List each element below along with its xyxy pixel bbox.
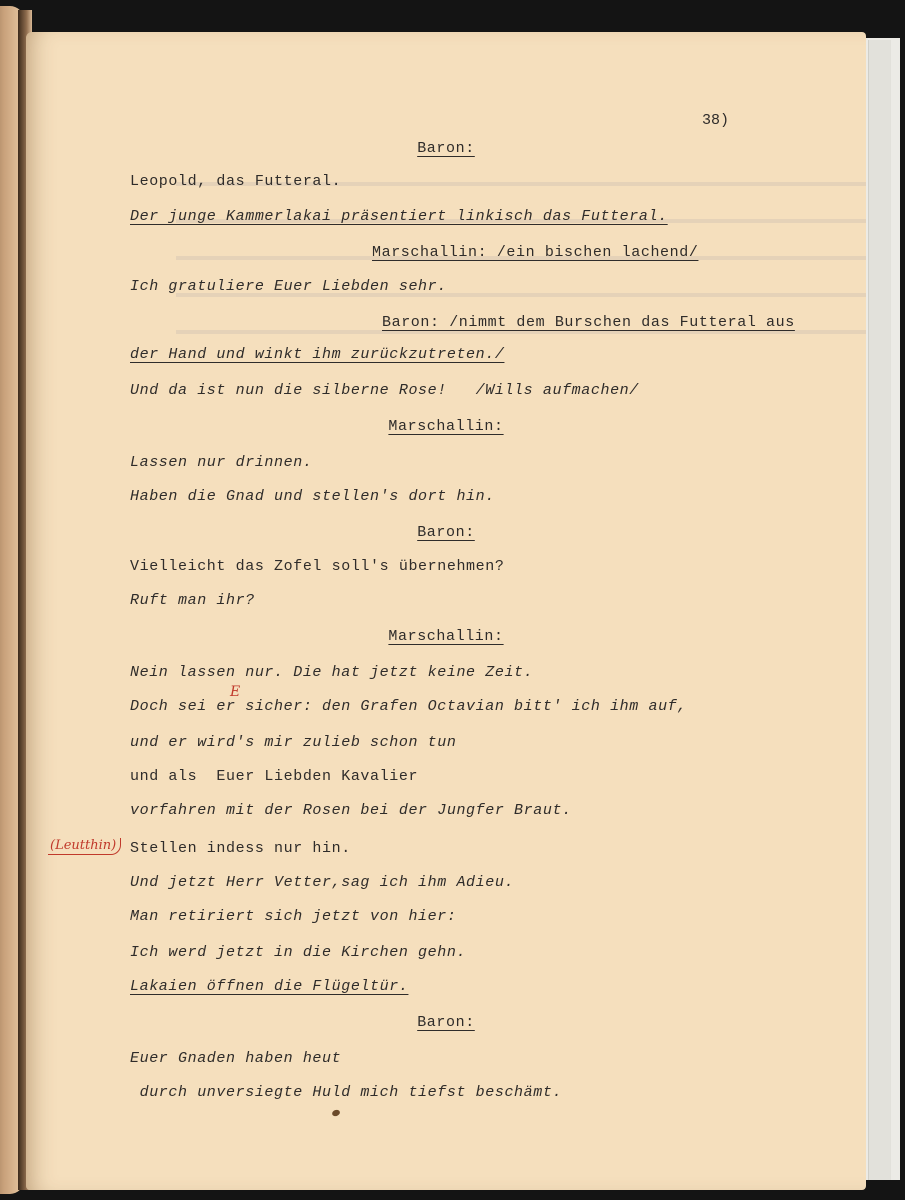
- dialogue-line: Nein lassen nur. Die hat jetzt keine Zeit.: [130, 664, 534, 681]
- page-number: 38): [702, 112, 730, 129]
- stage-direction: Lakaien öffnen die Flügeltür.: [130, 978, 409, 995]
- stage-direction: der Hand und winkt ihm zurückzutreten./: [130, 346, 505, 363]
- speaker-marschallin-direction: Marschallin: /ein bischen lachend/: [372, 244, 699, 261]
- red-correction-mark: E: [230, 684, 241, 700]
- dialogue-line: und als Euer Liebden Kavalier: [130, 768, 419, 785]
- dialogue-line: Euer Gnaden haben heut: [130, 1050, 342, 1067]
- typescript-page: [26, 32, 866, 1190]
- dialogue-line: vorfahren mit der Rosen bei der Jungfer Braut.: [130, 802, 572, 819]
- speaker-marschallin: Marschallin:: [388, 418, 504, 435]
- dialogue-line: Und jetzt Herr Vetter,sag ich ihm Adieu.: [130, 874, 515, 891]
- dialogue-line: durch unversiegte Huld mich tiefst beschämt.: [130, 1084, 563, 1101]
- underlying-sheet-edge: [868, 40, 891, 1180]
- dialogue-line: Und da ist nun die silberne Rose! /Wills aufmachen/: [130, 382, 639, 399]
- dialogue-line: Ich werd jetzt in die Kirchen gehn.: [130, 944, 467, 961]
- dialogue-line: Vielleicht das Zofel soll's übernehmen?: [130, 558, 505, 575]
- dialogue-line: Ich gratuliere Euer Liebden sehr.: [130, 278, 447, 295]
- dialogue-line: und er wird's mir zulieb schon tun: [130, 734, 457, 751]
- dialogue-line: Haben die Gnad und stellen's dort hin.: [130, 488, 495, 505]
- dialogue-line: Lassen nur drinnen.: [130, 454, 313, 471]
- dialogue-line: Leopold, das Futteral.: [130, 173, 342, 190]
- stage-direction: Der junge Kammerlakai präsentiert linkisch das Futteral.: [130, 208, 668, 225]
- speaker-baron: Baron:: [417, 140, 475, 157]
- ink-smudge: [331, 1109, 341, 1117]
- dialogue-line: Ruft man ihr?: [130, 592, 255, 609]
- speaker-marschallin: Marschallin:: [388, 628, 504, 645]
- speaker-baron-direction: Baron: /nimmt dem Burschen das Futteral aus: [382, 314, 795, 331]
- red-margin-annotation: (Leutthin): [48, 838, 121, 855]
- speaker-baron: Baron:: [417, 524, 475, 541]
- speaker-baron: Baron:: [417, 1014, 475, 1031]
- dialogue-line: Stellen indess nur hin.: [130, 840, 351, 857]
- dialogue-line: Man retiriert sich jetzt von hier:: [130, 908, 457, 925]
- dialogue-line: Doch sei er sicher: den Grafen Octavian bitt' ich ihm auf,: [130, 698, 687, 715]
